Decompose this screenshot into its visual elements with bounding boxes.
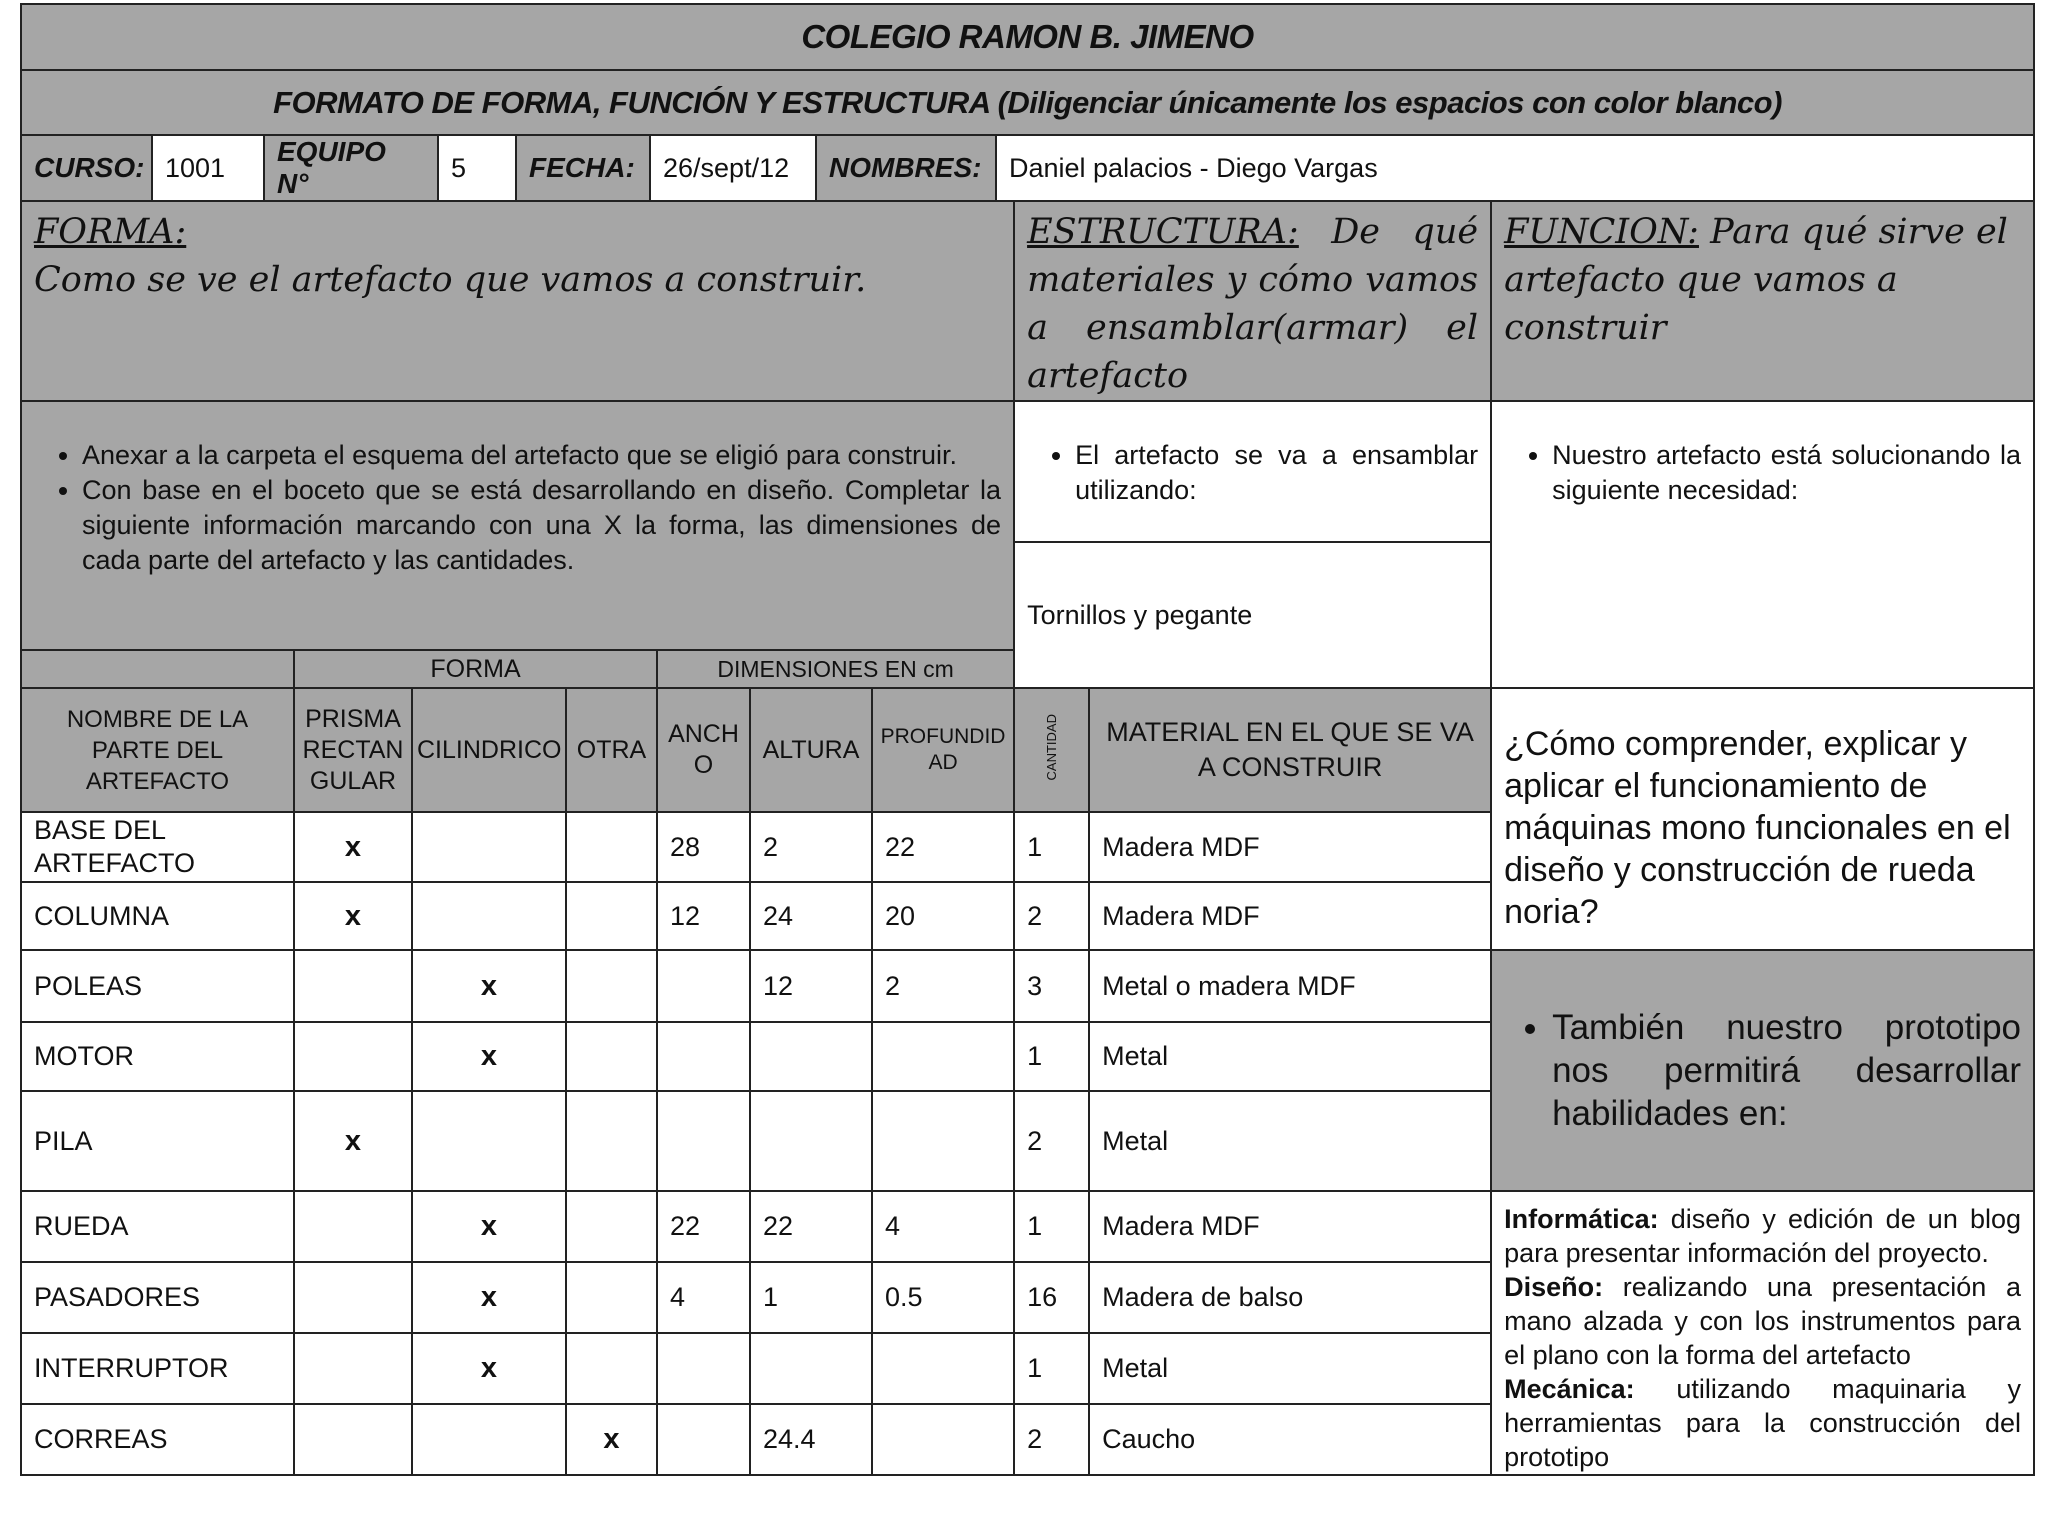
nombres-label: NOMBRES: <box>816 135 996 201</box>
prisma-mark-field[interactable]: x <box>294 812 412 882</box>
material-field[interactable]: Madera MDF <box>1089 1191 1491 1262</box>
skill-item <box>1504 1270 2021 1372</box>
otra-mark-field[interactable] <box>566 882 657 950</box>
ancho-field[interactable] <box>657 1333 750 1404</box>
cilindrico-mark-field[interactable] <box>412 1091 566 1191</box>
cilindrico-mark-field[interactable]: x <box>412 1022 566 1091</box>
altura-field[interactable] <box>750 1022 872 1091</box>
group-spacer <box>21 650 294 688</box>
cilindrico-mark-field[interactable] <box>412 882 566 950</box>
estructura-heading-cell <box>1014 201 1491 401</box>
header-otra: OTRA <box>566 688 657 812</box>
prisma-mark-field[interactable] <box>294 1333 412 1404</box>
altura-field[interactable] <box>750 1333 872 1404</box>
forma-heading: FORMA: <box>34 212 187 252</box>
funcion-text: Para qué sirve el artefacto que vamos a construir <box>1504 212 2008 348</box>
cilindrico-mark-field[interactable] <box>412 1404 566 1475</box>
ancho-field[interactable] <box>657 1091 750 1191</box>
group-forma: FORMA <box>294 650 657 688</box>
material-field[interactable]: Metal <box>1089 1091 1491 1191</box>
material-field[interactable]: Madera de balso <box>1089 1262 1491 1333</box>
profundidad-field[interactable]: 20 <box>872 882 1014 950</box>
skill-label: Informática: <box>1504 1204 1659 1234</box>
funcion-bullet-cell <box>1491 401 2034 688</box>
header-cantidad-cell <box>1014 688 1089 812</box>
material-field[interactable]: Metal o madera MDF <box>1089 950 1491 1022</box>
otra-mark-field[interactable] <box>566 812 657 882</box>
header-altura: ALTURA <box>750 688 872 812</box>
funcion-heading-cell <box>1491 201 2034 401</box>
otra-mark-field[interactable]: x <box>566 1404 657 1475</box>
table-row <box>21 950 2034 1022</box>
prisma-mark-field[interactable] <box>294 1191 412 1262</box>
skill-text: diseño y edición de un blog para presentar información del proyecto. <box>1504 1204 2021 1268</box>
ancho-field[interactable]: 28 <box>657 812 750 882</box>
altura-field[interactable] <box>750 1091 872 1191</box>
skill-label: Mecánica: <box>1504 1374 1635 1404</box>
part-name-field[interactable]: PASADORES <box>21 1262 294 1333</box>
cilindrico-mark-field[interactable]: x <box>412 1333 566 1404</box>
altura-field[interactable]: 2 <box>750 812 872 882</box>
altura-field[interactable]: 24.4 <box>750 1404 872 1475</box>
header-cantidad: CANTIDAD <box>1044 714 1060 781</box>
cilindrico-mark-field[interactable]: x <box>412 1191 566 1262</box>
instruction-item: • Anexar a la carpeta el esquema del artefacto que se eligió para construir. <box>82 438 1001 473</box>
part-name-field[interactable]: COLUMNA <box>21 882 294 950</box>
part-name-field[interactable]: CORREAS <box>21 1404 294 1475</box>
prisma-mark-field[interactable] <box>294 1262 412 1333</box>
header-ancho: ANCH O <box>657 688 750 812</box>
estructura-bullet-cell <box>1014 401 1491 542</box>
otra-mark-field[interactable] <box>566 1262 657 1333</box>
ancho-field[interactable]: 4 <box>657 1262 750 1333</box>
part-name-field[interactable]: INTERRUPTOR <box>21 1333 294 1404</box>
forma-heading-cell <box>21 201 1014 401</box>
altura-field[interactable]: 22 <box>750 1191 872 1262</box>
skills-bullet: • También nuestro prototipo nos permitirá desarrollar habilidades en: <box>1552 1006 2021 1135</box>
material-field[interactable]: Madera MDF <box>1089 882 1491 950</box>
part-name-field[interactable]: PILA <box>21 1091 294 1191</box>
ancho-field[interactable] <box>657 1022 750 1091</box>
skills-bullet-cell <box>1491 950 2034 1191</box>
ancho-field[interactable] <box>657 1404 750 1475</box>
forma-text: Como se ve el artefacto que vamos a construir. <box>34 260 867 300</box>
skill-item <box>1504 1372 2021 1474</box>
cantidad-field[interactable]: 1 <box>1014 1333 1089 1404</box>
instruction-item: • Con base en el boceto que se está desarrollando en diseño. Completar la siguiente información marcando con una X la forma, las dimensiones de cada parte del artefacto y las cantidades. <box>82 473 1001 578</box>
form-sheet <box>20 3 2035 1472</box>
skills-field[interactable] <box>1491 1191 2034 1475</box>
estructura-text: De qué materiales y cómo vamos a ensamblar(armar) el artefacto <box>1027 212 1479 396</box>
profundidad-field[interactable]: 22 <box>872 812 1014 882</box>
fecha-label: FECHA: <box>516 135 650 201</box>
header-table <box>20 3 2035 202</box>
estructura-bullet: • El artefacto se va a ensamblar utilizando: <box>1075 438 1478 508</box>
altura-field[interactable]: 12 <box>750 950 872 1022</box>
prisma-mark-field[interactable] <box>294 950 412 1022</box>
header-prisma: PRISMA RECTAN GULAR <box>294 688 412 812</box>
prisma-mark-field[interactable] <box>294 1022 412 1091</box>
cantidad-field[interactable]: 1 <box>1014 812 1089 882</box>
equipo-field[interactable]: 5 <box>438 135 516 201</box>
profundidad-field[interactable] <box>872 1022 1014 1091</box>
cantidad-field[interactable]: 2 <box>1014 882 1089 950</box>
cilindrico-mark-field[interactable]: x <box>412 950 566 1022</box>
header-profundidad: PROFUNDID AD <box>872 688 1014 812</box>
estructura-heading: ESTRUCTURA: <box>1027 212 1299 252</box>
otra-mark-field[interactable] <box>566 950 657 1022</box>
cantidad-field[interactable]: 3 <box>1014 950 1089 1022</box>
otra-mark-field[interactable] <box>566 1091 657 1191</box>
cilindrico-mark-field[interactable]: x <box>412 1262 566 1333</box>
material-field[interactable]: Metal <box>1089 1022 1491 1091</box>
prisma-mark-field[interactable] <box>294 1404 412 1475</box>
skill-text: utilizando maquinaria y herramientas para la construcción del prototipo <box>1504 1374 2021 1472</box>
part-name-field[interactable]: POLEAS <box>21 950 294 1022</box>
cantidad-field[interactable]: 2 <box>1014 1091 1089 1191</box>
profundidad-field[interactable]: 0.5 <box>872 1262 1014 1333</box>
table-row <box>21 1191 2034 1262</box>
part-name-field[interactable]: MOTOR <box>21 1022 294 1091</box>
funcion-question-field[interactable]: ¿Cómo comprender, explicar y aplicar el funcionamiento de máquinas mono funcionales en el diseño y construcción de rueda noria? <box>1491 688 2034 950</box>
ancho-field[interactable]: 22 <box>657 1191 750 1262</box>
fecha-field[interactable]: 26/sept/12 <box>650 135 816 201</box>
profundidad-field[interactable]: 4 <box>872 1191 1014 1262</box>
profundidad-field[interactable] <box>872 1404 1014 1475</box>
nombres-field[interactable]: Daniel palacios - Diego Vargas <box>996 135 2034 201</box>
group-dimensiones: DIMENSIONES EN cm <box>657 650 1014 688</box>
funcion-heading: FUNCION: <box>1504 212 1699 252</box>
altura-field[interactable]: 1 <box>750 1262 872 1333</box>
altura-field[interactable]: 24 <box>750 882 872 950</box>
forma-instructions <box>21 401 1014 650</box>
prisma-mark-field[interactable]: x <box>294 882 412 950</box>
material-field[interactable]: Metal <box>1089 1333 1491 1404</box>
material-field[interactable]: Caucho <box>1089 1404 1491 1475</box>
profundidad-field[interactable]: 2 <box>872 950 1014 1022</box>
ancho-field[interactable]: 12 <box>657 882 750 950</box>
curso-label: CURSO: <box>21 135 152 201</box>
ancho-field[interactable] <box>657 950 750 1022</box>
otra-mark-field[interactable] <box>566 1022 657 1091</box>
cilindrico-mark-field[interactable] <box>412 812 566 882</box>
funcion-bullet: • Nuestro artefacto está solucionando la siguiente necesidad: <box>1552 438 2021 508</box>
skill-text: realizando una presentación a mano alzada y con los instrumentos para el plano con la forma del artefacto <box>1504 1272 2021 1370</box>
otra-mark-field[interactable] <box>566 1333 657 1404</box>
main-table <box>20 200 2035 1476</box>
skill-label: Diseño: <box>1504 1272 1604 1302</box>
part-name-field[interactable]: RUEDA <box>21 1191 294 1262</box>
cantidad-field[interactable]: 1 <box>1014 1191 1089 1262</box>
equipo-label: EQUIPO N° <box>264 135 438 201</box>
curso-field[interactable]: 1001 <box>152 135 264 201</box>
school-title: COLEGIO RAMON B. JIMENO <box>21 4 2034 70</box>
cantidad-field[interactable]: 2 <box>1014 1404 1089 1475</box>
header-cilindrico: CILINDRICO <box>412 688 566 812</box>
cantidad-field[interactable]: 1 <box>1014 1022 1089 1091</box>
format-title: FORMATO DE FORMA, FUNCIÓN Y ESTRUCTURA (Diligenciar únicamente los espacios con color blanco) <box>21 70 2034 135</box>
prisma-mark-field[interactable]: x <box>294 1091 412 1191</box>
otra-mark-field[interactable] <box>566 1191 657 1262</box>
material-field[interactable]: Madera MDF <box>1089 812 1491 882</box>
header-material: MATERIAL EN EL QUE SE VA A CONSTRUIR <box>1089 688 1491 812</box>
profundidad-field[interactable] <box>872 1333 1014 1404</box>
cantidad-field[interactable]: 16 <box>1014 1262 1089 1333</box>
part-name-field[interactable]: BASE DEL ARTEFACTO <box>21 812 294 882</box>
header-nombre: NOMBRE DE LA PARTE DEL ARTEFACTO <box>21 688 294 812</box>
skill-item <box>1504 1202 2021 1270</box>
estructura-answer-field[interactable]: Tornillos y pegante <box>1014 542 1491 688</box>
profundidad-field[interactable] <box>872 1091 1014 1191</box>
